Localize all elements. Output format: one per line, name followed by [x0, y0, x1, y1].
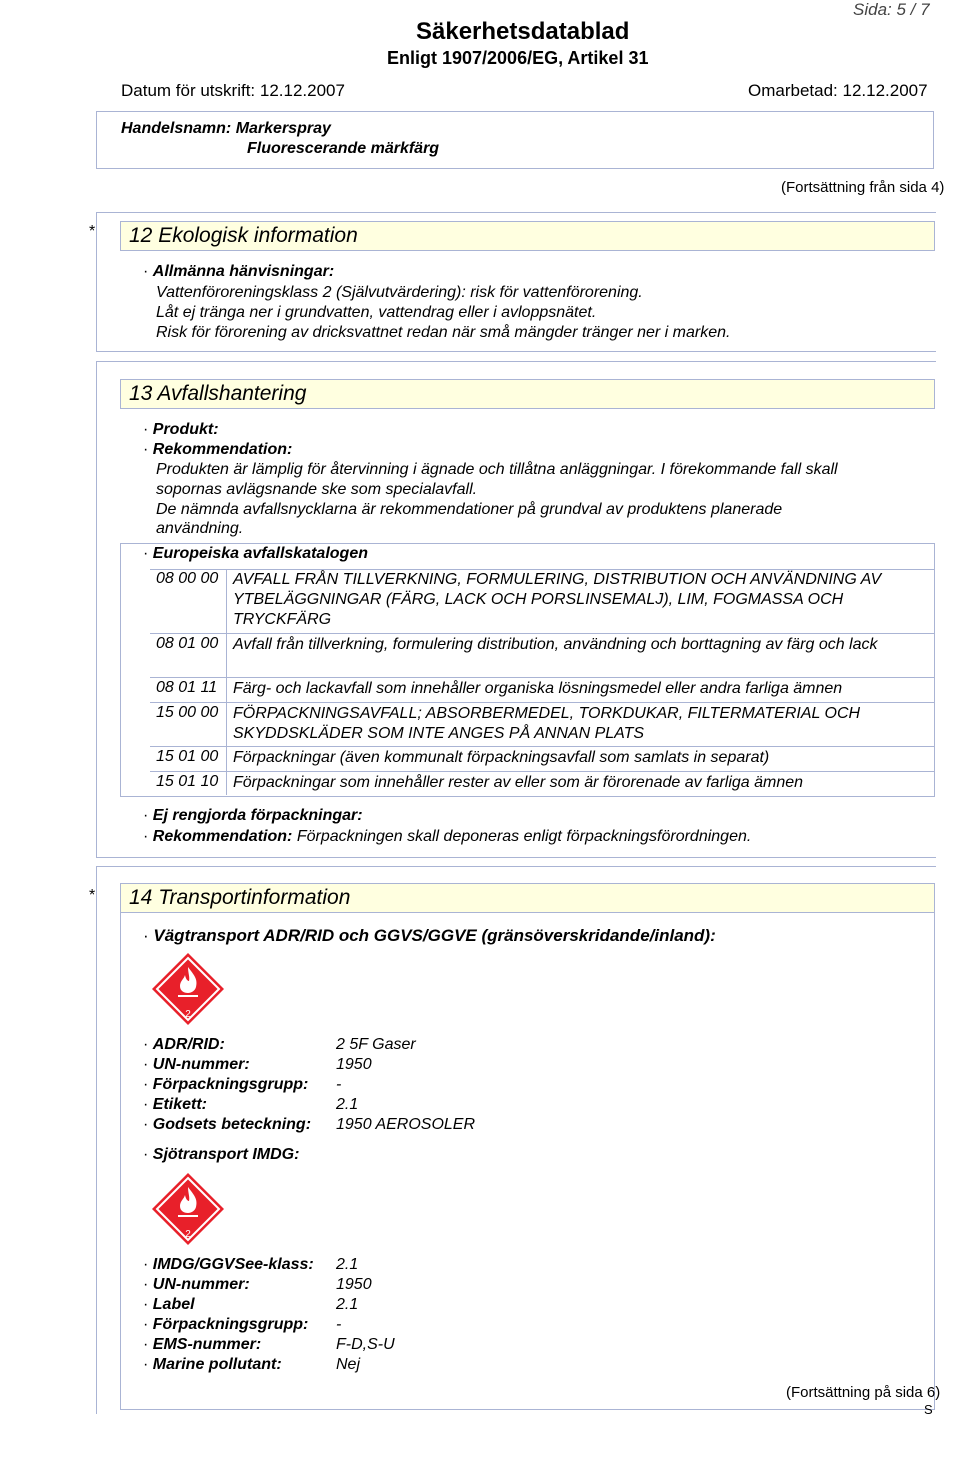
section-13-title: 13 Avfallshantering	[120, 379, 935, 409]
page-number: Sida: 5 / 7	[853, 0, 930, 19]
sea-value: Nej	[336, 1356, 361, 1373]
catalog-column-divider	[226, 569, 227, 795]
document-title: Säkerhetsdatablad	[416, 18, 630, 45]
waste-description: Avfall från tillverkning, formulering distribution, användning och borttagning av färg och lack	[233, 636, 878, 653]
road-row: · Godsets beteckning:	[143, 1116, 312, 1133]
flammable-gas-hazard-icon	[150, 951, 226, 1027]
sea-row: · Marine pollutant:	[143, 1356, 282, 1373]
sea-transport-label: · Sjötransport IMDG:	[143, 1146, 300, 1163]
product-label: · Produkt:	[143, 421, 219, 438]
footer-mark: S	[924, 1402, 933, 1417]
sea-row: · Label	[143, 1296, 195, 1313]
sea-value: 2.1	[336, 1296, 359, 1313]
road-value: 2 5F Gaser	[336, 1036, 416, 1053]
change-marker: *	[89, 223, 96, 240]
waste-code: 08 01 11	[156, 679, 218, 696]
waste-description: Förpackningar (även kommunalt förpackningsavfall som samlats in separat)	[233, 749, 770, 766]
catalog-row-divider	[150, 677, 934, 678]
general-notes-label: · Allmänna hänvisningar:	[143, 263, 335, 280]
road-row: · UN-nummer:	[143, 1056, 250, 1073]
sea-row: · Förpackningsgrupp:	[143, 1316, 309, 1333]
waste-catalog-label: · Europeiska avfallskatalogen	[143, 545, 368, 562]
flammable-gas-hazard-icon	[150, 1171, 226, 1247]
catalog-row-divider	[150, 633, 934, 634]
road-row: · ADR/RID:	[143, 1036, 225, 1053]
continued-from: (Fortsättning från sida 4)	[781, 179, 945, 196]
uncleaned-packaging-label: · Ej rengjorda förpackningar:	[143, 807, 363, 824]
print-date: Datum för utskrift: 12.12.2007	[121, 81, 345, 100]
sea-row: · IMDG/GGVSee-klass:	[143, 1256, 314, 1273]
trade-name-line2: Fluorescerande märkfärg	[247, 140, 440, 157]
recommendation-text: De nämnda avfallsnycklarna är rekommendationer på grundval av produktens planerade	[156, 501, 783, 518]
waste-description: Färg- och lackavfall som innehåller organiska lösningsmedel eller andra farliga ämnen	[233, 680, 843, 697]
continued-on: (Fortsättning på sida 6)	[786, 1384, 941, 1401]
road-row: · Förpackningsgrupp:	[143, 1076, 309, 1093]
waste-code: 15 01 00	[156, 748, 219, 765]
road-value: -	[336, 1076, 342, 1093]
change-marker: *	[89, 887, 96, 904]
document-subtitle: Enligt 1907/2006/EG, Artikel 31	[387, 48, 649, 68]
waste-code: 15 00 00	[156, 704, 219, 721]
eco-line: Risk för förorening av dricksvattnet redan när små mängder tränger ner i marken.	[156, 324, 731, 341]
road-transport-label: · Vägtransport ADR/RID och GGVS/GGVE (gränsöverskridande/inland):	[143, 926, 716, 945]
recommendation-text: användning.	[156, 520, 244, 537]
section-12-title: 12 Ekologisk information	[120, 221, 935, 251]
waste-code: 15 01 10	[156, 773, 219, 790]
sea-value: F-D,S-U	[336, 1336, 395, 1353]
road-value: 1950	[336, 1056, 372, 1073]
recommendation-text: Produkten är lämplig för återvinning i ägnade och tillåtna anläggningar. I förekommande fall skall	[156, 461, 838, 478]
section-14-title: 14 Transportinformation	[120, 883, 935, 913]
recommendation-label: · Rekommendation:	[143, 441, 293, 458]
road-value: 1950 AEROSOLER	[336, 1116, 476, 1133]
catalog-row-divider	[150, 702, 934, 703]
sea-row: · UN-nummer:	[143, 1276, 250, 1293]
waste-code: 08 00 00	[156, 570, 219, 587]
waste-code: 08 01 00	[156, 635, 219, 652]
revised-date: Omarbetad: 12.12.2007	[748, 81, 928, 100]
trade-name: Handelsnamn: Markerspray	[121, 120, 331, 137]
eco-line: Vattenföroreningsklass 2 (Självutvärdering): risk för vattenförorening.	[156, 284, 643, 301]
svg-text:2: 2	[185, 1229, 191, 1240]
svg-text:2: 2	[185, 1009, 191, 1020]
recommendation-text: sopornas avlägsnande ske som specialavfall.	[156, 481, 478, 498]
catalog-row-divider	[150, 746, 934, 747]
eco-line: Låt ej tränga ner i grundvatten, vattendrag eller i avloppsnätet.	[156, 304, 597, 321]
sea-row: · EMS-nummer:	[143, 1336, 262, 1353]
trade-name-box	[96, 111, 934, 169]
sea-value: -	[336, 1316, 342, 1333]
catalog-row-divider	[150, 771, 934, 772]
waste-description: FÖRPACKNINGSAVFALL; ABSORBERMEDEL, TORKDUKAR, FILTERMATERIAL OCH SKYDDSKLÄDER SOM INTE ANGES PÅ ANNAN PLATS	[233, 705, 861, 742]
waste-description: Förpackningar som innehåller rester av eller som är förorenade av farliga ämnen	[233, 774, 804, 791]
road-row: · Etikett:	[143, 1096, 208, 1113]
road-value: 2.1	[336, 1096, 359, 1113]
waste-description: AVFALL FRÅN TILLVERKNING, FORMULERING, DISTRIBUTION OCH ANVÄNDNING AV YTBELÄGGNINGAR (FÄRG, LACK OCH PORSLINSEMALJ), LIM, FOGMASSA OCH TRYCKFÄRG	[233, 571, 882, 628]
sea-value: 2.1	[336, 1256, 359, 1273]
sea-value: 1950	[336, 1276, 372, 1293]
packaging-recommendation: · Rekommendation: Förpackningen skall deponeras enligt förpackningsförordningen.	[143, 828, 752, 845]
